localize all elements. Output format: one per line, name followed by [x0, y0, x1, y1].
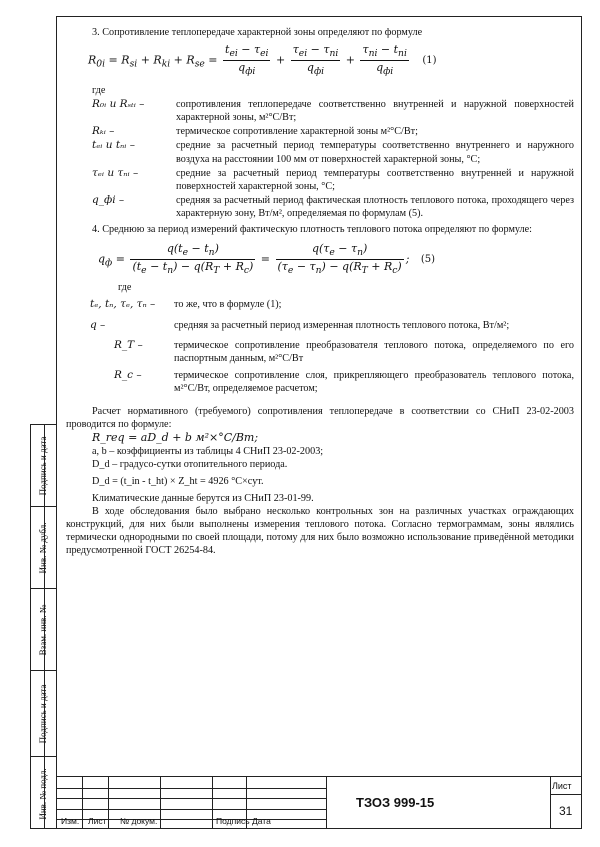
sheet-label: Лист — [552, 781, 572, 791]
definition-row: q – средняя за расчетный период измеренная плотность теплового потока, Вт/м²; — [90, 319, 510, 332]
strip-replace-inv: Взам. инв. № — [31, 589, 57, 671]
norm-intro: Расчет нормативного (требуемого) сопротивления теплопередаче в соответствии со СНиП 23-02-2003 проводится по формуле: — [66, 405, 574, 430]
col-signature: Подпись — [216, 816, 250, 826]
survey-paragraph: В ходе обследования было выбрано несколько контрольных зон на различных участках ограждающих конструкций, для них были выполнены измерения теплового потока. Согласно термограммам, зоны являлись термически однородными по своей площади, потому для них было возможно использование приведённой методики предусмотренной ГОСТ 26254-84. — [66, 506, 574, 557]
col-sheet: Лист — [88, 816, 107, 826]
strip-dup-inv: Инв. № дубл. — [31, 507, 57, 589]
col-change: Изм. — [61, 816, 80, 826]
side-stamp-strip — [30, 424, 56, 829]
strip-signature-date-2: Подпись и дата — [31, 671, 57, 757]
section4-intro: 4. Среднюю за период измерений фактическую плотность теплового потока определяют по формуле: — [92, 223, 532, 235]
sheet-number: 31 — [559, 804, 573, 818]
strip-orig-inv: Инв. № подл. — [38, 767, 49, 820]
definition-row: q_фi – средняя за расчетный период фактическая плотность теплового потока, проходящего через характерную зону, Вт/м², определяемая по формулам (5). — [92, 193, 574, 219]
definition-row: R_T – термическое сопротивление преобразователя теплового потока, определяемого по его паспортным данным, м²°С/Вт — [114, 338, 574, 364]
definition-row: tₑ, tₙ, τₑ, τₙ – то же, что в формуле (1); — [90, 297, 282, 310]
definition-row: tₑᵢ и tₙᵢ – средние за расчетный период температуры соответственно внутреннего и наружного воздуха на расстоянии 100 мм от поверхностей характерной зоны, °С; — [92, 139, 574, 165]
where-label-1: где — [92, 84, 106, 96]
where-label-2: где — [118, 281, 132, 293]
climate-note: Климатические данные берутся из СНиП 23-01-99. — [92, 493, 314, 505]
equation-number-5: (5) — [420, 254, 436, 266]
norm-formula: R_req = aD_d + b м²×°С/Вт; — [92, 430, 259, 444]
definition-row: Rₖᵢ – термическое сопротивление характерной зоны м²°С/Вт; — [92, 125, 418, 138]
definition-row: R₀ᵢ и Rₛₜᵢ – сопротивления теплопередаче соответственно внутренней и наружной поверхностей характерной зоны, м²°С/Вт; — [92, 97, 574, 123]
definition-row: τₑᵢ и τₙᵢ – средние за расчетный период температуры соответственно внутренней и наружной поверхностей характерной зоны, °С; — [92, 166, 574, 192]
formula-5: $q_ф$ = $\frac{q(t_e - t_n)}{(t_e - t_n) - q(R_T + R_c)}$ = $\frac{q(\tau_e - \tau_n)}{(\tau_e - \tau_n) - q(R_T + R_c)}$ ; (5) — [98, 241, 436, 276]
page-content — [66, 26, 574, 557]
section3-intro: 3. Сопротивление теплопередаче характерной зоны определяют по формуле — [92, 27, 423, 38]
col-date: Дата — [252, 816, 271, 826]
norm-coefficients: a, b – коэффициенты из таблицы 4 СНиП 23-02-2003; — [92, 445, 324, 457]
norm-degree-days: D_d – градусо-сутки отопительного периода. — [92, 458, 288, 470]
formula-1: $R_{0i} = R_{si} + R_{ki} + R_{se}$ = $\frac{t_{ei} - \tau_{ei}}{q_{фi}}$ + $\frac{\tau_{ei} - \tau_{ni}}{q_{фi}}$ + $\frac{\tau_{ni} - t_{ni}}{q_{фi}}$ (1) — [88, 43, 437, 78]
definition-row: R_c – термическое сопротивление слоя, прикрепляющего преобразователь теплового потока, м²°С/Вт, определяемое расчетом; — [114, 368, 574, 394]
col-doc-number: № докум. — [120, 816, 158, 826]
document-code: ТЗОЗ 999-15 — [356, 795, 435, 810]
equation-number-1: (1) — [422, 55, 437, 67]
title-block — [56, 776, 582, 829]
norm-degree-days-calc: D_d = (t_in - t_ht) × Z_ht = 4926 °С×сут. — [92, 476, 264, 488]
strip-signature-date-1: Подпись и дата — [31, 425, 57, 507]
